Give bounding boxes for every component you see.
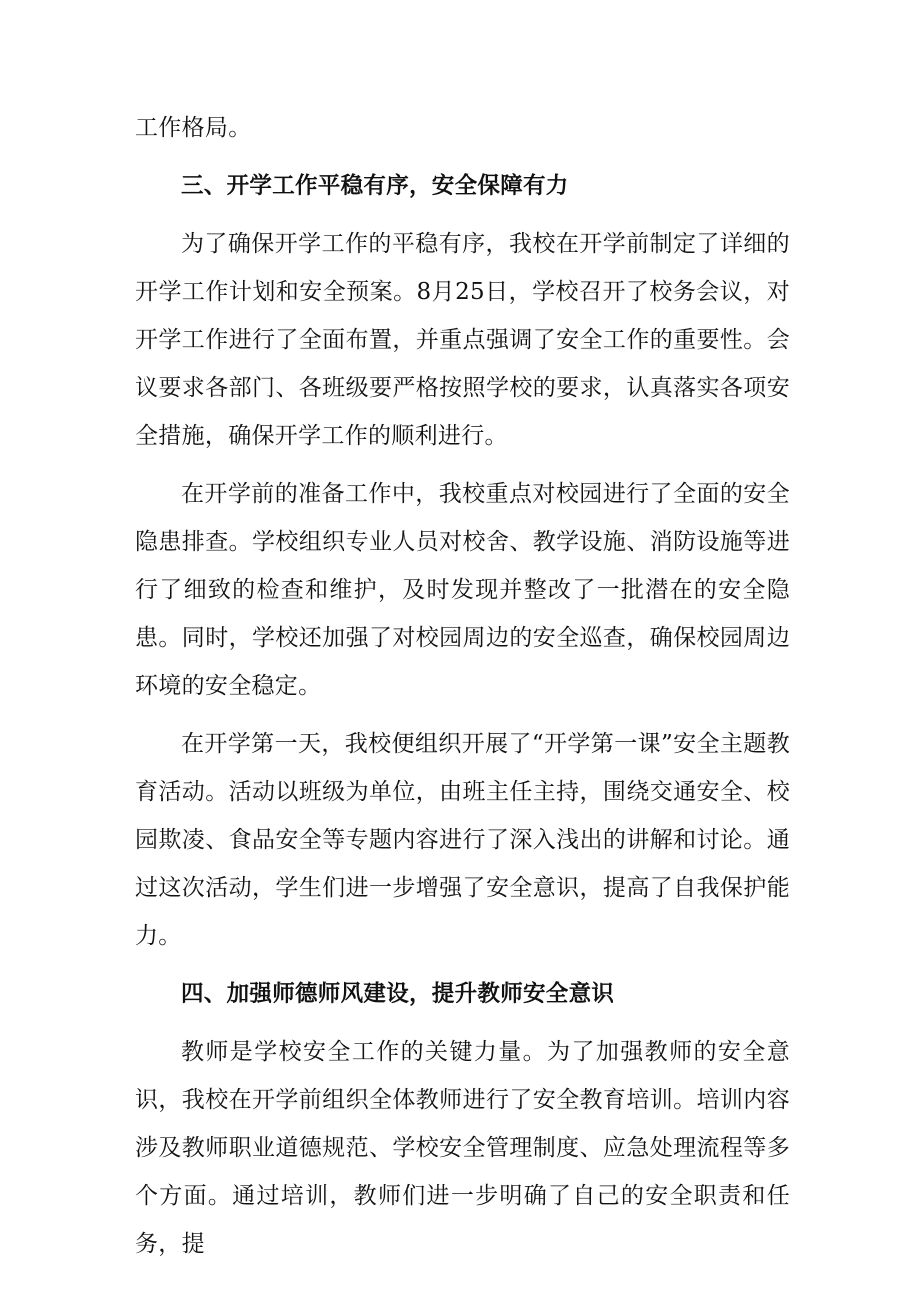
spacer — [135, 152, 790, 162]
document-body — [135, 104, 790, 1268]
section-4-paragraph-1: 教师是学校安全工作的关键力量。为了加强教师的安全意识，我校在开学前组织全体教师进行了安全教育培训。培训内容涉及教师职业道德规范、学校安全管理制度、应急处理流程等多个方面。通过培训，教师们进一步明确了自己的安全职责和任务，提 — [135, 1039, 790, 1257]
section-3-heading: 三、开学工作平稳有序，安全保障有力 — [181, 173, 569, 199]
spacer — [135, 1018, 790, 1028]
section-3-paragraph-1: 为了确保开学工作的平稳有序，我校在开学前制定了详细的开学工作计划和安全预案。8月25日，学校召开了校务会议，对开学工作进行了全面布置，并重点强调了安全工作的重要性。会议要求各部门、各班级要严格按照学校的要求，认真落实各项安全措施，确保开学工作的顺利进行。 — [135, 231, 790, 449]
spacer — [135, 460, 790, 470]
section-3-paragraph-3: 在开学第一天，我校便组织开展了“开学第一课”安全主题教育活动。活动以班级为单位，由班主任主持，围绕交通安全、校园欺凌、食品安全等专题内容进行了深入浅出的讲解和讨论。通过这次活动，学生们进一步增强了安全意识，提高了自我保护能力。 — [135, 731, 790, 949]
spacer — [135, 210, 790, 220]
continuation-paragraph: 工作格局。 — [135, 115, 252, 141]
section-4-heading: 四、加强师德师风建设，提升教师安全意识 — [181, 981, 615, 1007]
spacer — [135, 710, 790, 720]
section-3-paragraph-2: 在开学前的准备工作中，我校重点对校园进行了全面的安全隐患排查。学校组织专业人员对校舍、教学设施、消防设施等进行了细致的检查和维护，及时发现并整改了一批潜在的安全隐患。同时，学校还加强了对校园周边的安全巡查，确保校园周边环境的安全稳定。 — [135, 481, 790, 699]
spacer — [135, 960, 790, 970]
